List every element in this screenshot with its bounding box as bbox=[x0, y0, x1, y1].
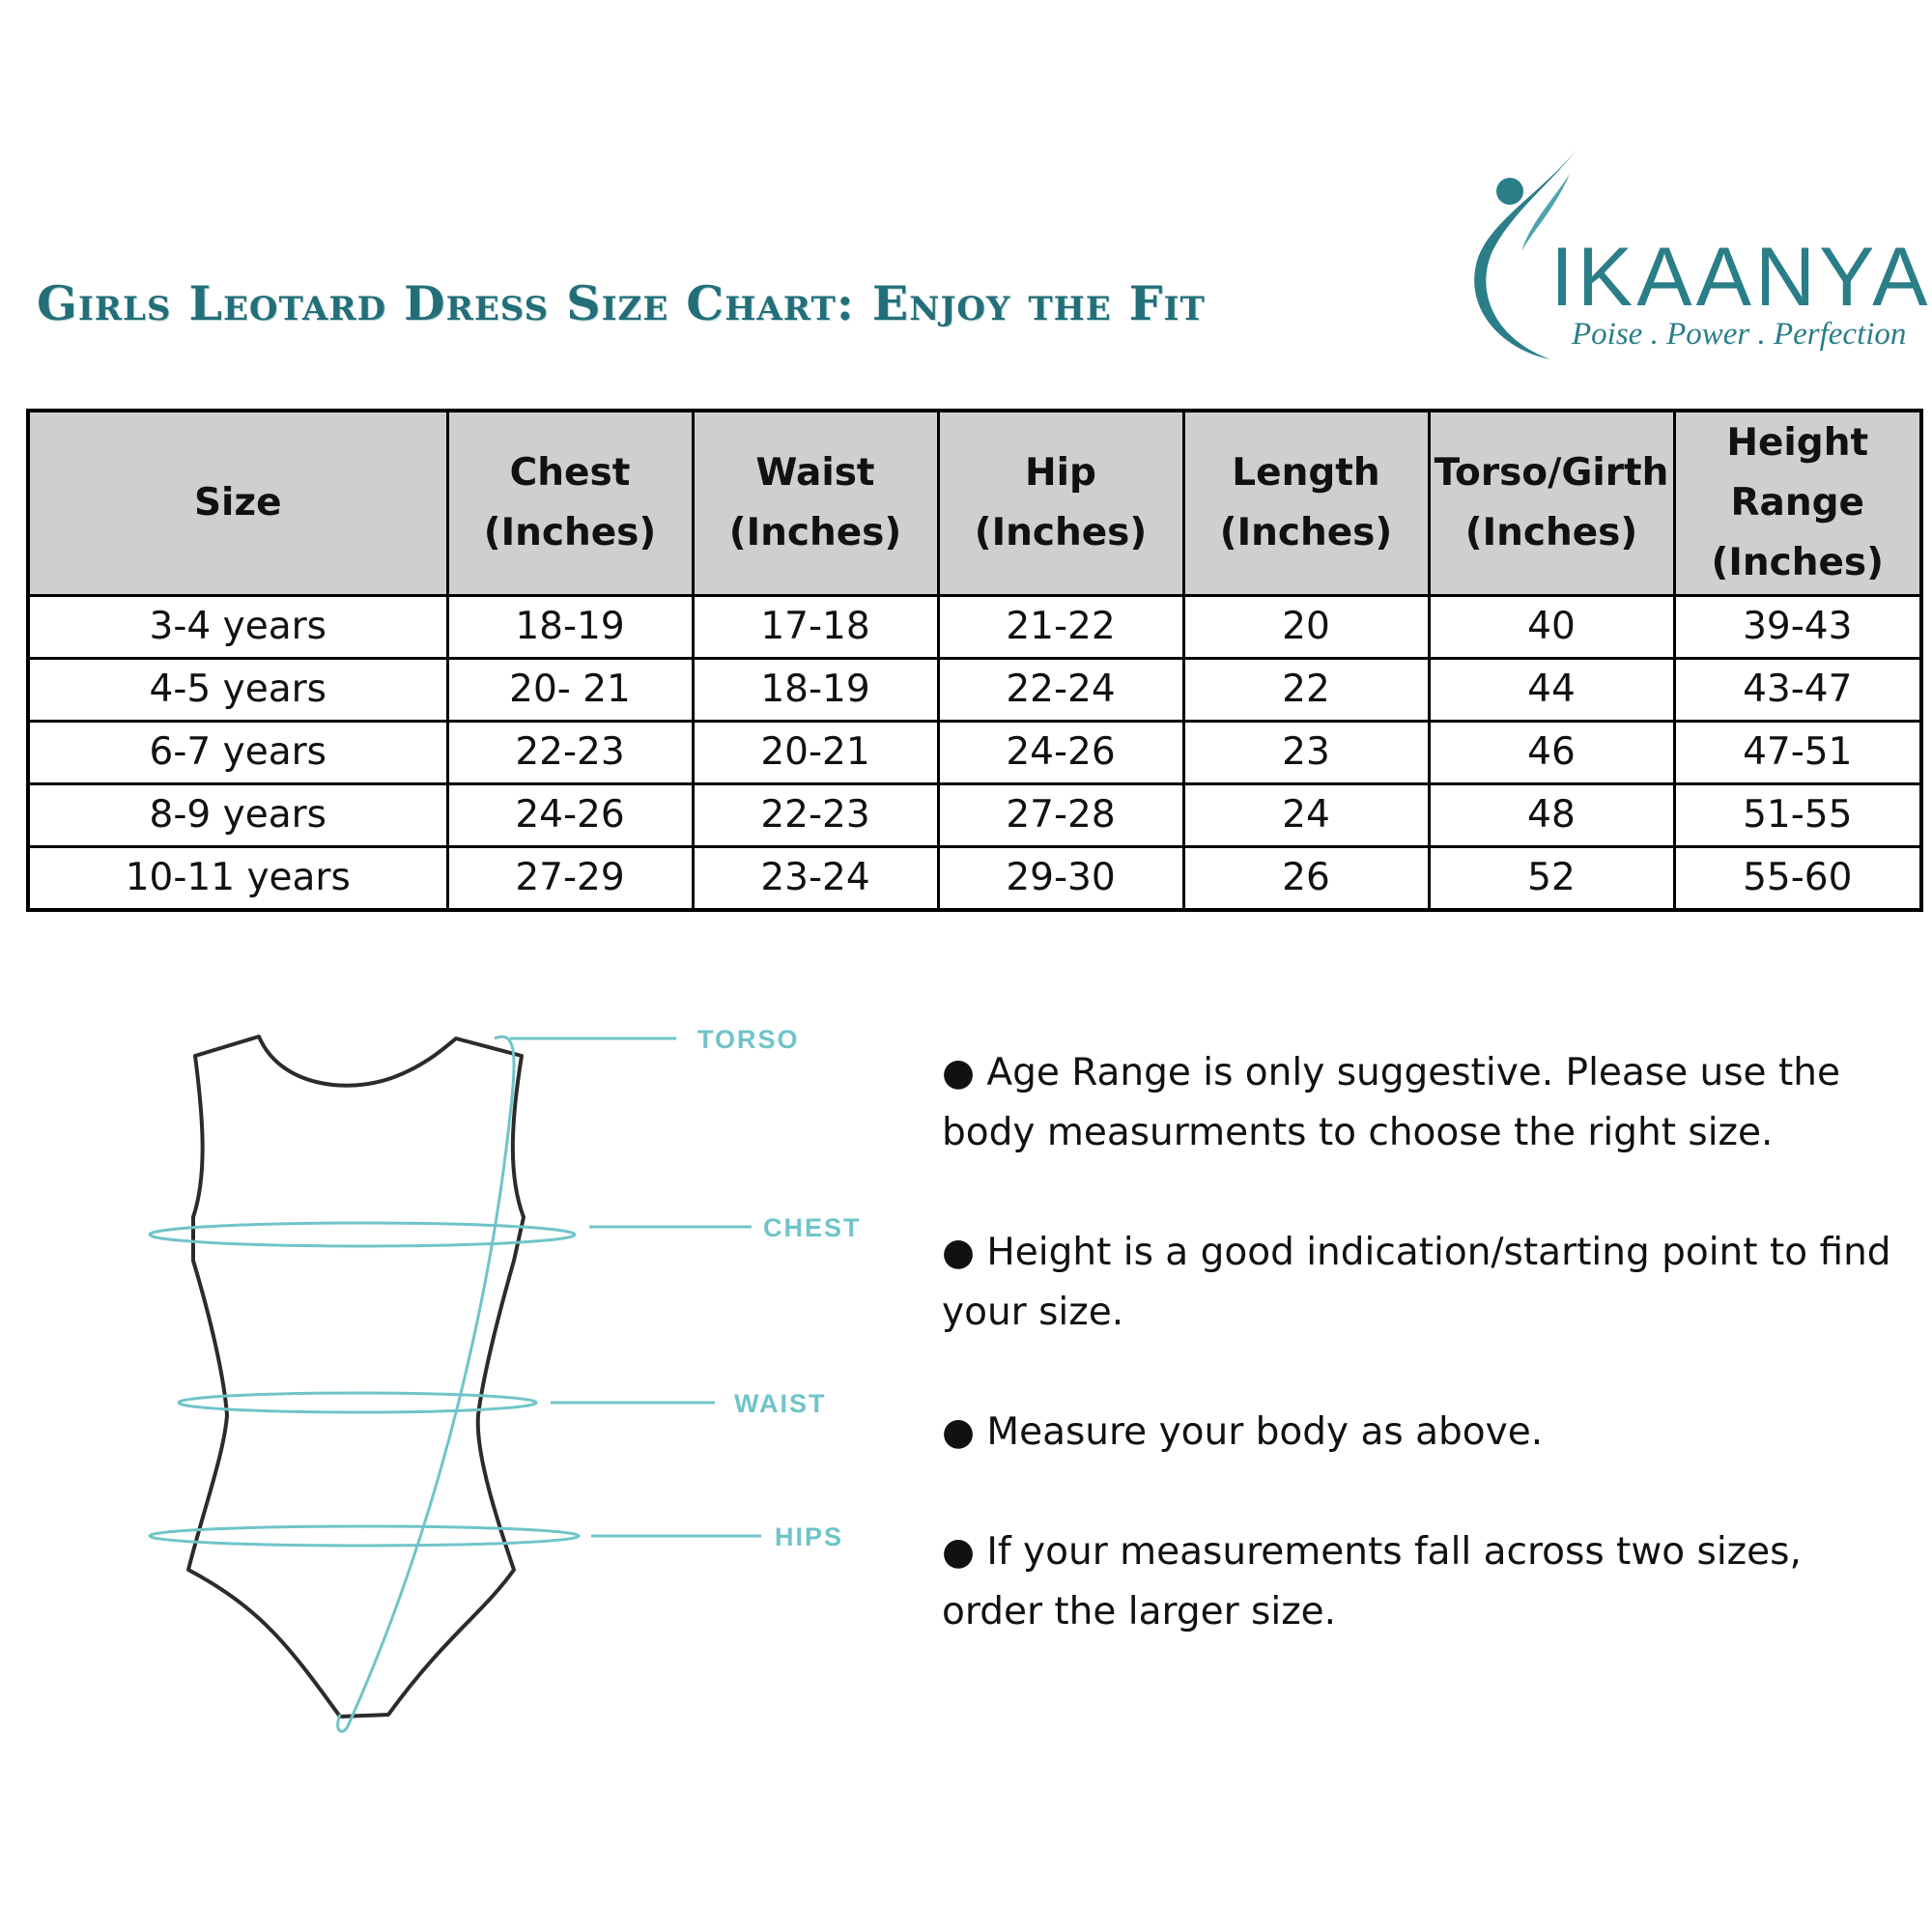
header-height-range: Height Range (Inches) bbox=[1674, 411, 1921, 596]
cell-waist: 23-24 bbox=[693, 847, 938, 911]
torso-measure-line bbox=[338, 1037, 514, 1731]
leotard-measurement-diagram bbox=[135, 1009, 869, 1734]
cell-height-range: 43-47 bbox=[1674, 659, 1921, 722]
cell-length: 20 bbox=[1183, 596, 1429, 659]
cell-height-range: 47-51 bbox=[1674, 722, 1921, 784]
leotard-outline bbox=[188, 1037, 524, 1717]
cell-size: 6-7 years bbox=[28, 722, 447, 784]
cell-hip: 27-28 bbox=[938, 784, 1183, 847]
cell-waist: 18-19 bbox=[693, 659, 938, 722]
cell-torso-girth: 48 bbox=[1429, 784, 1674, 847]
torso-label: TORSO bbox=[697, 1025, 800, 1054]
cell-torso-girth: 40 bbox=[1429, 596, 1674, 659]
cell-waist: 17-18 bbox=[693, 596, 938, 659]
cell-torso-girth: 44 bbox=[1429, 659, 1674, 722]
cell-hip: 29-30 bbox=[938, 847, 1183, 911]
cell-waist: 22-23 bbox=[693, 784, 938, 847]
chest-measure-ellipse bbox=[150, 1223, 575, 1246]
header-hip: Hip (Inches) bbox=[938, 411, 1183, 596]
note-two-sizes: ● If your measurements fall across two sizes, order the larger size. bbox=[942, 1530, 1802, 1634]
waist-measure-ellipse bbox=[179, 1393, 536, 1412]
logo-wordmark: IKAANYA bbox=[1550, 231, 1932, 324]
table-row bbox=[28, 722, 1921, 784]
cell-hip: 21-22 bbox=[938, 596, 1183, 659]
note-height: ● Height is a good indication/starting point to find your size. bbox=[942, 1231, 1891, 1334]
cell-chest: 22-23 bbox=[447, 722, 693, 784]
cell-size: 4-5 years bbox=[28, 659, 447, 722]
header-size: Size bbox=[28, 411, 447, 596]
chest-label: CHEST bbox=[763, 1213, 862, 1242]
cell-torso-girth: 46 bbox=[1429, 722, 1674, 784]
cell-height-range: 55-60 bbox=[1674, 847, 1921, 911]
cell-length: 26 bbox=[1183, 847, 1429, 911]
size-chart-table bbox=[26, 409, 1923, 912]
hips-label: HIPS bbox=[775, 1522, 844, 1551]
cell-torso-girth: 52 bbox=[1429, 847, 1674, 911]
cell-size: 10-11 years bbox=[28, 847, 447, 911]
sizing-notes bbox=[942, 1043, 1908, 1702]
table-row bbox=[28, 659, 1921, 722]
cell-size: 3-4 years bbox=[28, 596, 447, 659]
table-header-row bbox=[28, 411, 1921, 596]
cell-chest: 27-29 bbox=[447, 847, 693, 911]
table-row bbox=[28, 596, 1921, 659]
cell-height-range: 39-43 bbox=[1674, 596, 1921, 659]
brand-logo bbox=[1454, 145, 1932, 367]
cell-size: 8-9 years bbox=[28, 784, 447, 847]
header-chest: Chest (Inches) bbox=[447, 411, 693, 596]
hips-measure-ellipse bbox=[150, 1526, 579, 1546]
cell-height-range: 51-55 bbox=[1674, 784, 1921, 847]
cell-hip: 22-24 bbox=[938, 659, 1183, 722]
logo-tagline: Poise . Power . Perfection bbox=[1572, 317, 1907, 352]
cell-chest: 20- 21 bbox=[447, 659, 693, 722]
page-title: Girls Leotard Dress Size Chart: Enjoy the Fit bbox=[37, 275, 1206, 331]
cell-length: 23 bbox=[1183, 722, 1429, 784]
header-length: Length (Inches) bbox=[1183, 411, 1429, 596]
waist-label: WAIST bbox=[734, 1389, 827, 1418]
cell-chest: 24-26 bbox=[447, 784, 693, 847]
table-row bbox=[28, 847, 1921, 911]
header-waist: Waist (Inches) bbox=[693, 411, 938, 596]
cell-waist: 20-21 bbox=[693, 722, 938, 784]
cell-length: 22 bbox=[1183, 659, 1429, 722]
table-row bbox=[28, 784, 1921, 847]
cell-hip: 24-26 bbox=[938, 722, 1183, 784]
note-measure: ● Measure your body as above. bbox=[942, 1410, 1544, 1454]
header-torso-girth: Torso/Girth (Inches) bbox=[1429, 411, 1674, 596]
note-age-range: ● Age Range is only suggestive. Please use the body measurments to choose the right size. bbox=[942, 1051, 1840, 1154]
cell-chest: 18-19 bbox=[447, 596, 693, 659]
cell-length: 24 bbox=[1183, 784, 1429, 847]
